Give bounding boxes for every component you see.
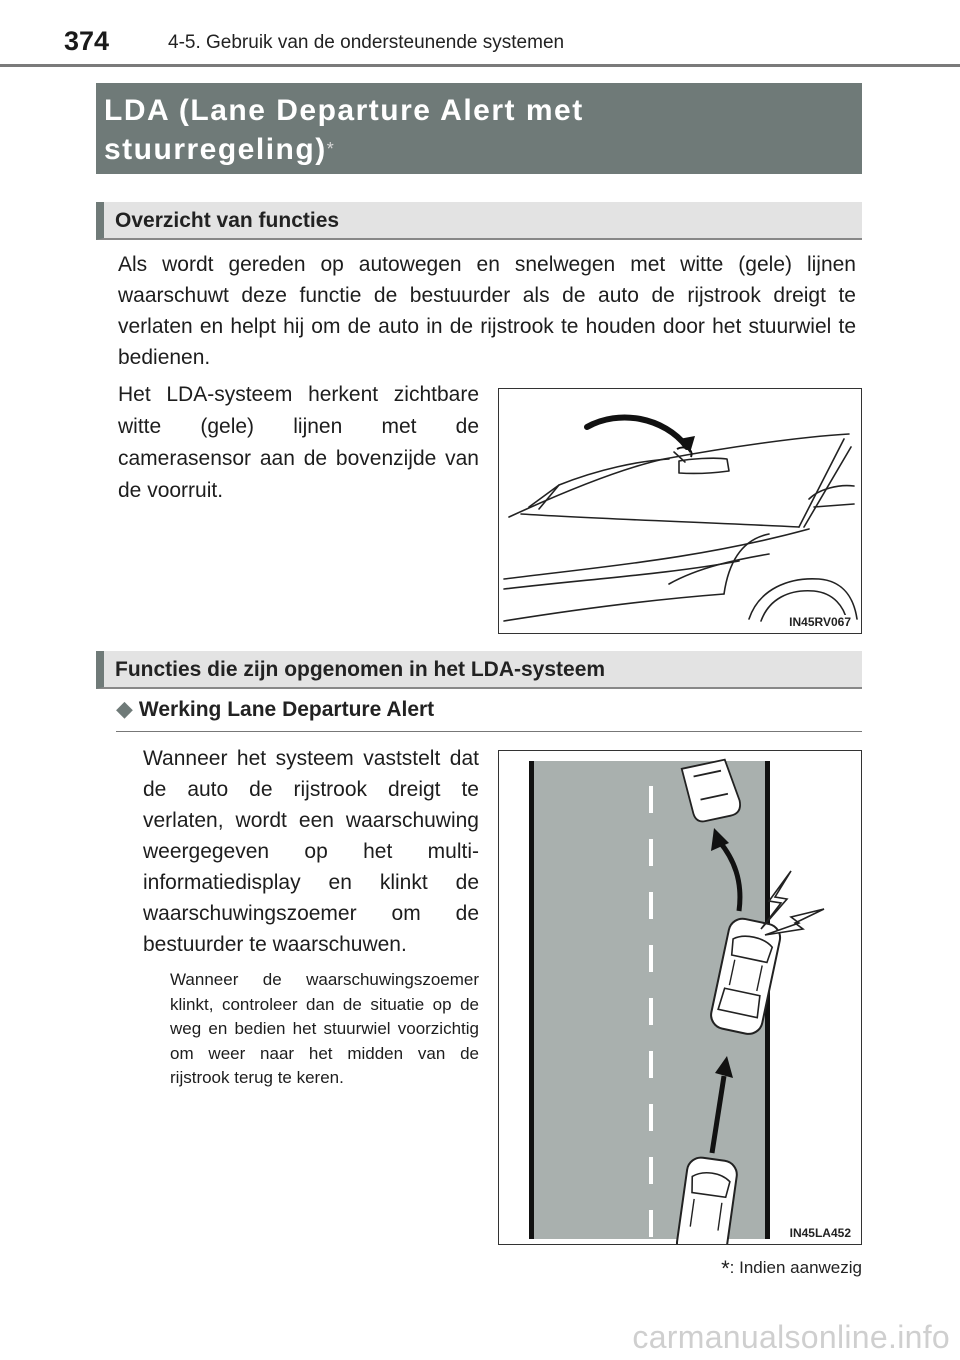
watermark: carmanualsonline.info [632,1319,950,1355]
footnote-text: : Indien aanwezig [729,1258,862,1277]
functions-heading: Functies die zijn opgenomen in het LDA-systeem [96,651,862,689]
lane-departure-illustration [499,751,861,1244]
feature-title: Werking Lane Departure Alert [138,698,435,721]
left-lane-line [529,761,534,1239]
title-asterisk: * [326,139,336,159]
windshield-camera-figure [498,388,862,634]
lane-departure-figure [498,750,862,1245]
page-number: 374 [64,26,110,56]
footnote-asterisk: * [721,1256,730,1281]
feature-rule [116,731,862,732]
windshield-illustration [499,389,861,633]
overview-intro: Als wordt gereden op autowegen en snelwegen met witte (gele) lijnen waarschuwt deze functie de bestuurder als de auto de rijstrook dreigt te verlaten en helpt hij om de auto in de rijstrook te houden door het stuurwiel te bedienen. [118,253,856,369]
page-title [104,91,862,169]
feature-note: Wanneer de waarschuwingszoemer klinkt, controleer dan de situatie op de weg en bedien het stuurwiel voorzichtig om weer naar het midden van de rijstrook terug te keren. [170,970,479,1087]
title-line-1: LDA (Lane Departure Alert met [104,94,584,127]
title-banner [96,83,862,174]
feature-description: Wanneer het systeem vaststelt dat de auto de rijstrook dreigt te verlaten, wordt een waarschuwing weergegeven op het multi-informatiedisplay en klinkt de waarschuwingszoemer om de bestuurder te waarschuwen. [143,747,479,956]
feature-heading [116,696,434,722]
title-line-2-text: stuurregeling) [104,133,327,166]
header-rule [0,64,960,67]
title-line-2 [104,130,862,169]
figure-code-1: IN45RV067 [789,615,851,629]
footnote [721,1256,862,1282]
section-path: 4-5. Gebruik van de ondersteunende systemen [168,32,565,53]
diamond-bullet-icon: ◆ [116,696,133,721]
overview-heading: Overzicht van functies [96,202,862,240]
figure-code-2: IN45LA452 [789,1226,851,1240]
camera-description: Het LDA-systeem herkent zichtbare witte (gele) lijnen met de camerasensor aan de bovenzijde van de voorruit. [118,383,479,502]
